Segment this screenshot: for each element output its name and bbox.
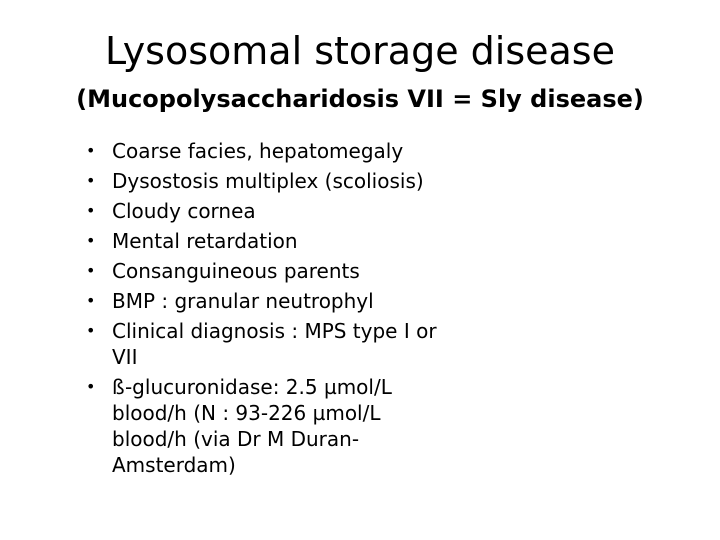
bullet-item (80, 198, 450, 224)
bullet-text: Consanguineous parents (112, 259, 360, 283)
bullet-icon: • (86, 261, 96, 280)
bullet-text: Mental retardation (112, 229, 298, 253)
bullet-item (80, 138, 450, 164)
bullet-text: BMP : granular neutrophyl (112, 289, 374, 313)
bullet-item (80, 228, 450, 254)
bullet-text: Clinical diagnosis : MPS type I or VII (112, 319, 437, 369)
bullet-item (80, 288, 450, 314)
slide-subtitle: (Mucopolysaccharidosis VII = Sly disease) (76, 85, 644, 113)
bullet-text: ß-glucuronidase: 2.5 µmol/L blood/h (N : 93-226 µmol/L blood/h (via Dr M Duran-Amsterdam) (112, 375, 392, 477)
bullet-text: Cloudy cornea (112, 199, 256, 223)
bullet-icon: • (86, 141, 96, 160)
bullet-icon: • (86, 231, 96, 250)
bullet-text: Coarse facies, hepatomegaly (112, 139, 404, 163)
bullet-item (80, 168, 450, 194)
bullet-icon: • (86, 201, 96, 220)
slide-title: Lysosomal storage disease (105, 29, 615, 73)
bullet-list (80, 138, 450, 482)
bullet-icon: • (86, 171, 96, 190)
bullet-icon: • (86, 377, 96, 396)
bullet-icon: • (86, 291, 96, 310)
bullet-item (80, 258, 450, 284)
bullet-text: Dysostosis multiplex (scoliosis) (112, 169, 424, 193)
bullet-item (80, 318, 450, 370)
bullet-icon: • (86, 321, 96, 340)
bullet-item (80, 374, 450, 478)
